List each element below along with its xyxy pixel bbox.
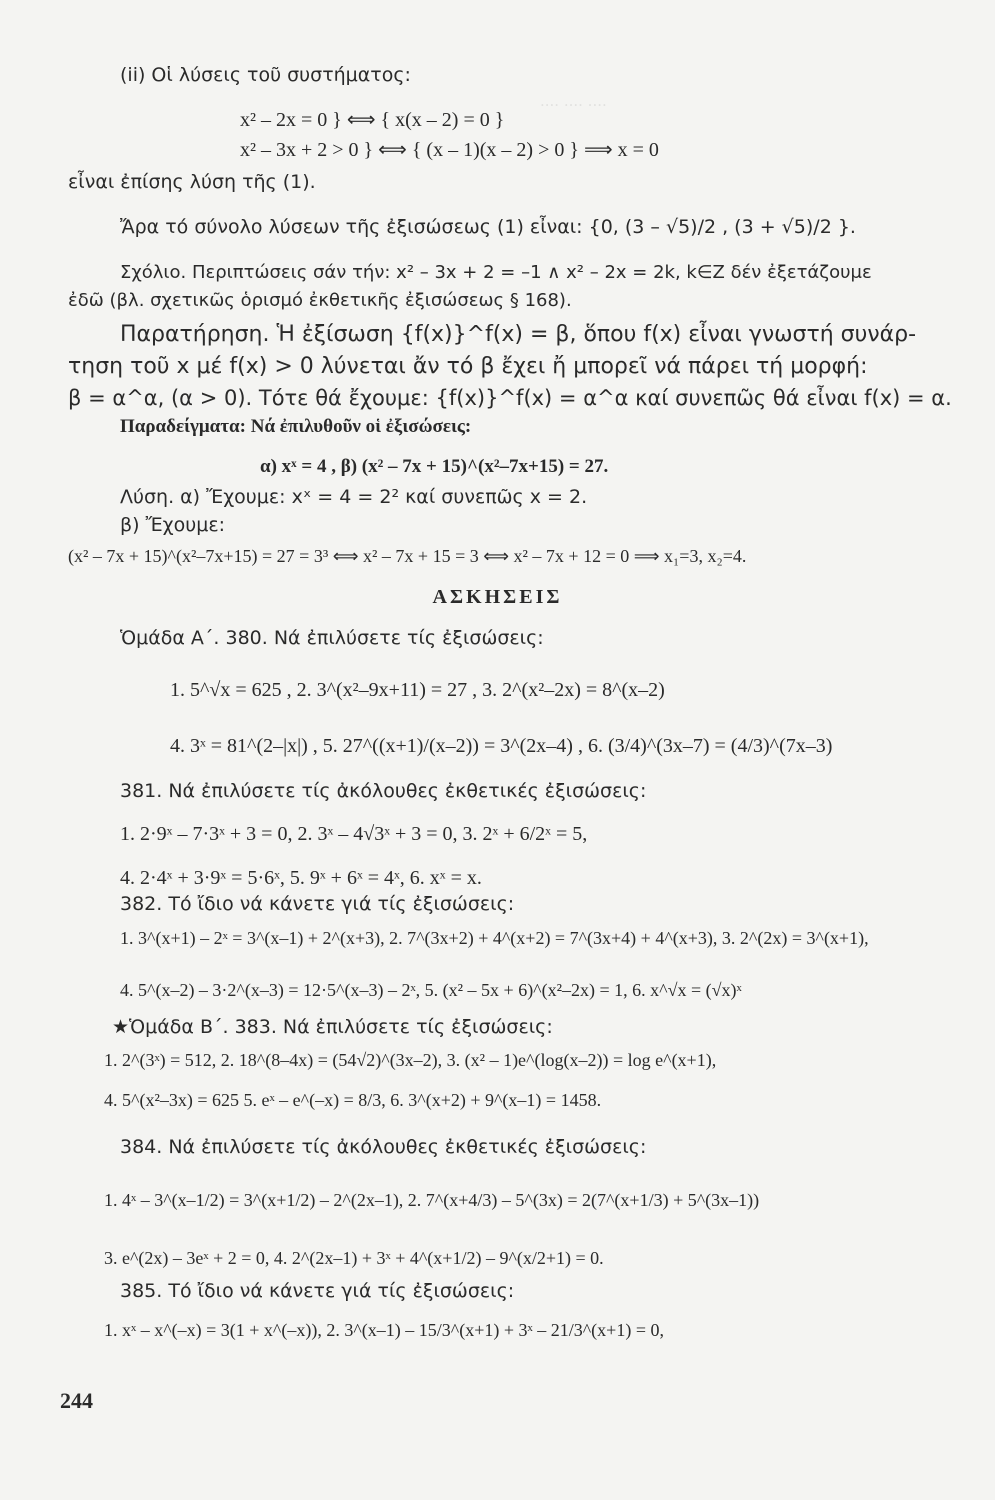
solution-b-label: β) Ἔχουμε: (120, 514, 226, 536)
examples-heading: Παραδείγματα: Νά ἐπιλυθοῦν οἱ ἐξισώσεις: (120, 416, 472, 437)
system-line-1: x² – 2x = 0 } ⟺ { x(x – 2) = 0 } (240, 109, 505, 131)
exercise-384-row-1: 1. 4ˣ – 3^(x–1/2) = 3^(x+1/2) – 2^(2x–1), 2. 7^(x+4/3) – 5^(3x) = 2(7^(x+1/3) + 5^(3x–1)) (104, 1190, 760, 1210)
comment-line-1: Σχόλιο. Περιπτώσεις σάν τήν: x² – 3x + 2 = –1 ∧ x² – 2x = 2k, k∈Z δέν ἐξετάζουμε (120, 262, 872, 283)
remark-line-2: τηση τοῦ x μέ f(x) > 0 λύνεται ἄν τό β ἔχει ἤ μπορεῖ νά πάρει τή μορφή: (68, 354, 868, 379)
exercise-383-heading: ★Ὁμάδα Β΄. 383. Νά ἐπιλύσετε τίς ἐξισώσεις: (112, 1016, 553, 1038)
exercise-381-row-1: 1. 2·9ˣ – 7·3ˣ + 3 = 0, 2. 3ˣ – 4√3ˣ + 3 = 0, 3. 2ˣ + 6/2ˣ = 5, (120, 823, 588, 845)
examples-equations: α) xˣ = 4 , β) (x² – 7x + 15)^(x²–7x+15) = 27. (260, 456, 609, 477)
exercise-383-row-1: 1. 2^(3ˣ) = 512, 2. 18^(8–4x) = (54√2)^(3x–2), 3. (x² – 1)e^(log(x–2)) = log e^(x+1), (104, 1050, 717, 1070)
solution-a: Λύση. α) Ἔχουμε: xˣ = 4 = 2² καί συνεπῶς x = 2. (120, 486, 588, 508)
exercise-382-row-1: 1. 3^(x+1) – 2ˣ = 3^(x–1) + 2^(x+3), 2. 7^(3x+2) + 4^(x+2) = 7^(3x+4) + 4^(x+3), 3. 2^(2x) = 3^(x+1), (120, 928, 869, 948)
exercise-380-row-1: 1. 5^√x = 625 , 2. 3^(x²–9x+11) = 27 , 3. 2^(x²–2x) = 8^(x–2) (170, 679, 665, 701)
exercise-382-row-2: 4. 5^(x–2) – 3·2^(x–3) = 12·5^(x–3) – 2ˣ, 5. (x² – 5x + 6)^(x²–2x) = 1, 6. x^√x = (√x)ˣ (120, 980, 742, 1000)
solution-system-intro: (ii) Οἱ λύσεις τοῦ συστήματος: (120, 64, 411, 86)
comment-line-2: ἐδῶ (βλ. σχετικῶς ὁρισμό ἐκθετικῆς ἐξισώσεως § 168). (68, 290, 572, 311)
exercise-381-heading: 381. Νά ἐπιλύσετε τίς ἀκόλουθες ἐκθετικές ἐξισώσεις: (120, 780, 647, 802)
exercise-384-heading: 384. Νά ἐπιλύσετε τίς ἀκόλουθες ἐκθετικές ἐξισώσεις: (120, 1136, 647, 1158)
exercise-383-row-2: 4. 5^(x²–3x) = 625 5. eˣ – e^(–x) = 8/3, 6. 3^(x+2) + 9^(x–1) = 1458. (104, 1090, 602, 1110)
also-solution-text: εἶναι ἐπίσης λύση τῆς (1). (68, 171, 316, 193)
exercise-380-row-2: 4. 3ˣ = 81^(2–|x|) , 5. 27^((x+1)/(x–2)) = 3^(2x–4) , 6. (3/4)^(3x–7) = (4/3)^(7x–3) (170, 735, 833, 757)
exercise-382-heading: 382. Τό ἴδιο νά κάνετε γιά τίς ἐξισώσεις: (120, 893, 515, 915)
exercise-381-row-2: 4. 2·4ˣ + 3·9ˣ = 5·6ˣ, 5. 9ˣ + 6ˣ = 4ˣ, 6. xˣ = x. (120, 867, 482, 889)
solution-set-line: Ἄρα τό σύνολο λύσεων τῆς ἐξισώσεως (1) εἶναι: {0, (3 – √5)/2 , (3 + √5)/2 }. (120, 216, 856, 238)
exercises-heading: ΑΣΚΗΣΕΙΣ (432, 586, 563, 608)
exercise-385-row-1: 1. xˣ – x^(–x) = 3(1 + x^(–x)), 2. 3^(x–1) – 15/3^(x+1) + 3ˣ – 21/3^(x+1) = 0, (104, 1320, 664, 1340)
remark-line-1: Παρατήρηση. Ἡ ἐξίσωση {f(x)}^f(x) = β, ὅπου f(x) εἶναι γνωστή συνάρ- (120, 322, 917, 347)
exercise-385-heading: 385. Τό ἴδιο νά κάνετε γιά τίς ἐξισώσεις: (120, 1280, 515, 1302)
exercise-380-heading: Ὁμάδα Α΄. 380. Νά ἐπιλύσετε τίς ἐξισώσεις: (120, 627, 544, 649)
solution-b-chain: (x² – 7x + 15)^(x²–7x+15) = 27 = 3³ ⟺ x² – 7x + 15 = 3 ⟺ x² – 7x + 12 = 0 ⟹ x₁=3, x₂=4. (68, 546, 747, 566)
exercise-384-row-2: 3. e^(2x) – 3eˣ + 2 = 0, 4. 2^(2x–1) + 3ˣ + 4^(x+1/2) – 9^(x/2+1) = 0. (104, 1248, 604, 1268)
bleed-through-text: .... .... .... (540, 92, 607, 110)
page-number: 244 (60, 1388, 93, 1413)
system-line-2: x² – 3x + 2 > 0 } ⟺ { (x – 1)(x – 2) > 0 } ⟹ x = 0 (240, 139, 659, 161)
remark-line-3: β = α^α, (α > 0). Τότε θά ἔχουμε: {f(x)}^f(x) = α^α καί συνεπῶς θά εἶναι f(x) = α. (68, 386, 952, 410)
